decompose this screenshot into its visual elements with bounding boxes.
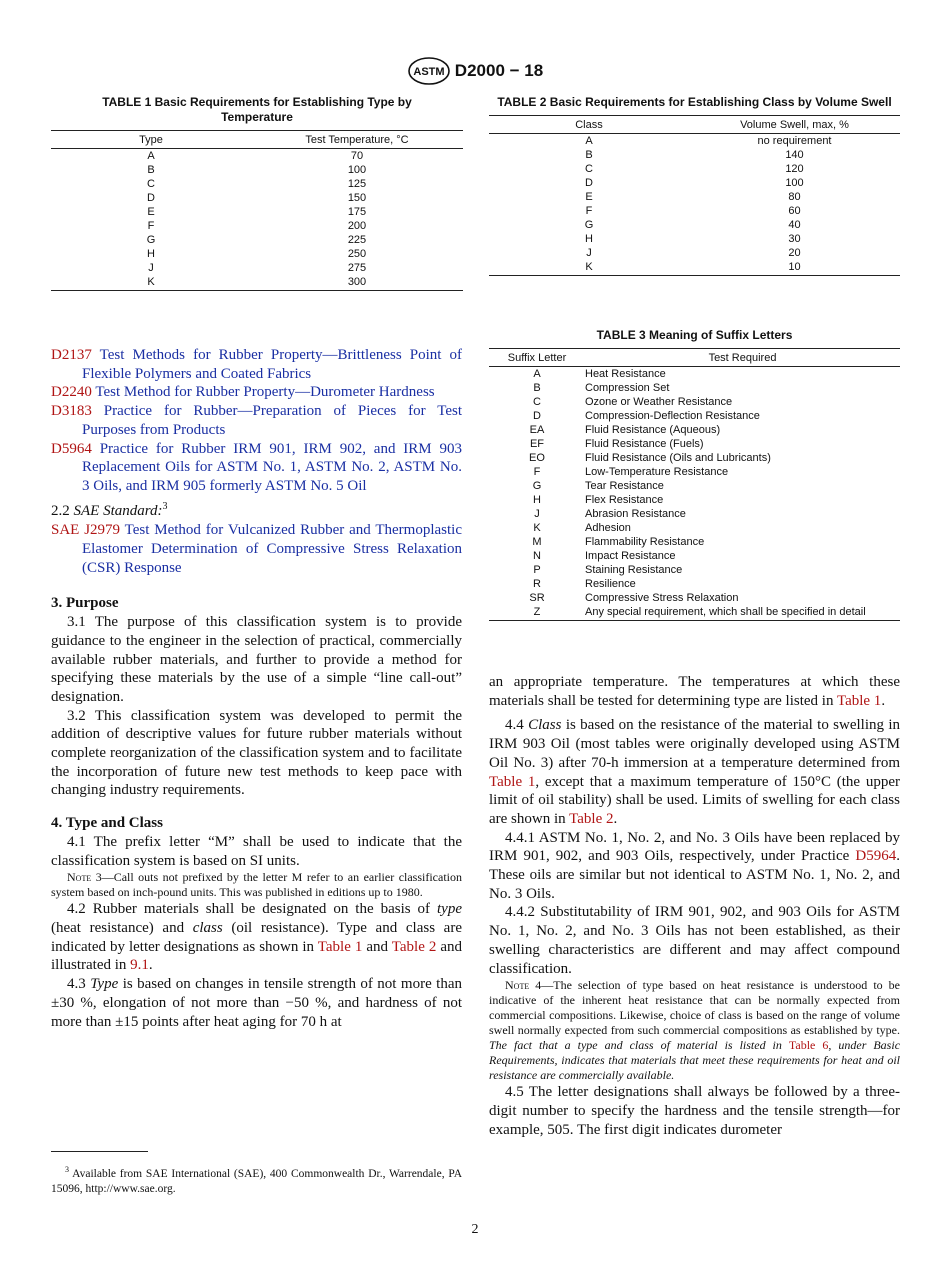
- footnote-3: $^3$ Available from SAE International (SAE), 400 Commonwealth Dr., Warrendale, PA 15096, http://www.sae.org.: [51, 1165, 462, 1195]
- table-row: [489, 507, 900, 521]
- paragraph-4-4-1: 4.4.1 ASTM No. 1, No. 2, and No. 3 Oils have been replaced by IRM 901, 902, and 903 Oils, respectively, under Practice D5964. These oils are similar but not identical to ASTM No. 1, No. 2, and No. 3 Oils.: [489, 829, 900, 902]
- table-cell: J: [586, 247, 592, 259]
- page-header: [0, 56, 950, 86]
- table-row: [489, 563, 900, 577]
- table-cell: 275: [347, 262, 367, 274]
- link-table-1[interactable]: Table 1: [836, 692, 882, 709]
- table-cell: A: [147, 150, 155, 162]
- table-row: [51, 177, 463, 191]
- table-cell: Tear Resistance: [585, 480, 664, 492]
- table-row: [489, 535, 900, 549]
- ref-title-d2240[interactable]: Test Method for Rubber Property—Durometer Hardness: [95, 384, 435, 401]
- table-row: [51, 149, 463, 164]
- astm-logo-icon: [407, 56, 451, 86]
- table-row: [489, 190, 900, 204]
- link-table-2[interactable]: Table 2: [569, 810, 614, 827]
- table-row: [489, 479, 900, 493]
- table-cell: Any special requirement, which shall be specified in detail: [585, 605, 900, 621]
- table-cell: H: [533, 494, 541, 506]
- table-cell: M: [532, 536, 542, 548]
- table-cell: K: [533, 522, 541, 534]
- designation: D2000 − 18: [454, 61, 544, 80]
- table-cell: Flammability Resistance: [585, 536, 705, 548]
- link-section-9-1[interactable]: 9.1: [130, 957, 149, 974]
- table-cell: D: [147, 192, 155, 204]
- table-row: [51, 261, 463, 275]
- table-cell: 100: [347, 164, 367, 176]
- table-header: Volume Swell, max, %: [689, 116, 900, 134]
- table-cell: D: [585, 177, 593, 189]
- table-cell: no requirement: [757, 135, 832, 147]
- left-column: [51, 346, 462, 1031]
- ref-title-d3183[interactable]: Practice for Rubber—Preparation of Pieces for Test Purposes from Products: [82, 403, 463, 438]
- table-cell: EF: [529, 438, 545, 450]
- table-cell: E: [585, 191, 593, 203]
- table-cell: K: [489, 260, 689, 276]
- table-row: [489, 395, 900, 409]
- section-3-heading: 3. Purpose: [51, 595, 119, 612]
- table-cell: Compressive Stress Relaxation: [585, 592, 739, 604]
- table-row: [51, 163, 463, 177]
- table-row: [489, 232, 900, 246]
- table-row: [489, 134, 900, 149]
- ref-link-sae-j2979[interactable]: SAE J2979: [51, 522, 121, 539]
- table-3-grid: [489, 348, 900, 621]
- table-row: [489, 451, 900, 465]
- table-cell: Impact Resistance: [585, 550, 676, 562]
- table-row: [489, 521, 900, 535]
- table-row: [51, 247, 463, 261]
- table-row: [51, 275, 463, 291]
- link-table-6[interactable]: Table 6: [788, 1038, 829, 1053]
- table-cell: G: [146, 234, 156, 246]
- paragraph-4-1: 4.1 The prefix letter “M” shall be used to indicate that the classification system is based on SI units.: [51, 833, 462, 869]
- reference-sae-j2979: [51, 521, 462, 577]
- table-cell: H: [147, 248, 155, 260]
- table-row: [489, 204, 900, 218]
- table-cell: 40: [788, 219, 801, 231]
- table-row: [489, 148, 900, 162]
- table-cell: G: [584, 219, 594, 231]
- table-cell: H: [585, 233, 593, 245]
- table-cell: 300: [251, 275, 463, 291]
- sae-standard-heading: 2.2 SAE Standard:$^3$: [51, 500, 168, 519]
- table-row: [489, 367, 900, 382]
- table-row: [489, 381, 900, 395]
- table-1-title: TABLE 1 Basic Requirements for Establishing Type by Temperature: [102, 95, 412, 124]
- link-table-1[interactable]: Table 1: [317, 938, 363, 955]
- table-cell: Compression-Deflection Resistance: [585, 410, 760, 422]
- table-cell: E: [147, 206, 155, 218]
- table-cell: R: [533, 578, 541, 590]
- note-3: Note 3—Call outs not prefixed by the letter M refer to an earlier classification system based on inch-pound units. This was published in editions up to 1980.: [51, 870, 463, 900]
- table-cell: A: [533, 368, 541, 380]
- table-row: [489, 605, 900, 621]
- table-cell: Fluid Resistance (Oils and Lubricants): [585, 452, 771, 464]
- table-cell: N: [533, 550, 541, 562]
- table-cell: J: [148, 262, 154, 274]
- table-row: [489, 577, 900, 591]
- table-row: [489, 591, 900, 605]
- table-cell: 10: [689, 260, 900, 276]
- table-1: [51, 95, 463, 291]
- table-cell: C: [147, 178, 155, 190]
- table-2-title: TABLE 2 Basic Requirements for Establishing Class by Volume Swell: [497, 95, 892, 109]
- table-cell: 175: [347, 206, 367, 218]
- table-cell: 80: [788, 191, 801, 203]
- reference-d2240: [51, 383, 462, 402]
- table-row: [51, 205, 463, 219]
- paragraph-3-1: 3.1 The purpose of this classification system is to provide guidance to the engineer in the selection of practical, commercially available rubber materials, and further to provide a method for specifying these materials by the use of a simple “line call-out” designation.: [51, 614, 462, 705]
- table-cell: Resilience: [585, 578, 636, 590]
- table-3: [489, 328, 900, 621]
- table-row: [489, 260, 900, 276]
- table-cell: EO: [529, 452, 545, 464]
- table-row: [489, 549, 900, 563]
- table-cell: 30: [788, 233, 801, 245]
- ref-link-d3183[interactable]: D3183: [51, 403, 92, 420]
- table-cell: 60: [788, 205, 801, 217]
- table-cell: J: [534, 508, 540, 520]
- paragraph-4-3-continued: an appropriate temperature. The temperatures at which these materials shall be tested for determining type are listed in Table 1.: [489, 674, 900, 709]
- table-cell: 120: [785, 163, 804, 175]
- ref-title-d2137[interactable]: Test Methods for Rubber Property—Brittleness Point of Flexible Polymers and Coated Fabrics: [82, 347, 463, 382]
- ref-link-d2137[interactable]: D2137: [51, 347, 92, 363]
- paragraph-3-2: 3.2 This classification system was developed to permit the addition of descriptive values for future rubber materials without complete reorganization of the classification system and to facilitate the incorporation of future new test methods to keep pace with changing industry requirements.: [51, 707, 462, 799]
- table-cell: F: [147, 220, 155, 232]
- ref-title-d5964[interactable]: Practice for Rubber IRM 901, IRM 902, and IRM 903 Replacement Oils for ASTM No. 1, ASTM No. 2, ASTM No. 3 Oils, and IRM 905 formerly ASTM No. 5 Oil: [82, 440, 463, 494]
- table-cell: SR: [529, 592, 545, 604]
- table-cell: F: [533, 466, 541, 478]
- table-row: [489, 218, 900, 232]
- table-cell: Heat Resistance: [585, 368, 666, 380]
- table-cell: 250: [347, 248, 367, 260]
- table-2-grid: [489, 115, 900, 276]
- table-header: Class: [489, 116, 689, 134]
- table-row: [489, 246, 900, 260]
- table-row: [489, 493, 900, 507]
- table-cell: P: [533, 564, 541, 576]
- table-cell: 225: [347, 234, 367, 246]
- table-cell: K: [51, 275, 251, 291]
- table-row: [489, 423, 900, 437]
- link-table-2[interactable]: Table 2: [391, 938, 437, 955]
- table-cell: 70: [350, 150, 364, 162]
- right-column: [489, 673, 900, 1139]
- table-cell: G: [532, 480, 542, 492]
- table-cell: Z: [489, 605, 585, 621]
- table-cell: Ozone or Weather Resistance: [585, 396, 733, 408]
- ref-link-d5964[interactable]: D5964: [51, 440, 92, 457]
- table-cell: B: [147, 164, 155, 176]
- link-table-1[interactable]: Table 1: [489, 773, 536, 790]
- table-row: [489, 437, 900, 451]
- table-row: [51, 219, 463, 233]
- table-cell: C: [533, 396, 541, 408]
- table-row: [51, 233, 463, 247]
- table-cell: D: [533, 410, 541, 422]
- table-cell: F: [585, 205, 593, 217]
- table-cell: Adhesion: [585, 522, 631, 534]
- table-cell: A: [585, 135, 593, 147]
- paragraph-4-2: 4.2 Rubber materials shall be designated on the basis of type (heat resistance) and class (oil resistance). Type and class are indicated by letter designations as shown in Table 1 and Table 2 and illustrated in 9.1.: [51, 901, 462, 974]
- table-header: Suffix Letter: [489, 349, 585, 367]
- table-cell: 150: [347, 192, 367, 204]
- paragraph-4-4-2: 4.4.2 Substitutability of IRM 901, 902, and 903 Oils for ASTM No. 1, No. 2, and No. 3 Oils has not been established, as their swelling characteristics are different and may affect compound classification.: [489, 904, 900, 977]
- table-row: [489, 409, 900, 423]
- page-number: 2: [471, 1222, 479, 1237]
- reference-d2137: [51, 346, 462, 383]
- table-cell: B: [585, 149, 593, 161]
- table-cell: Fluid Resistance (Fuels): [585, 438, 704, 450]
- footnote-rule: [51, 1151, 148, 1152]
- ref-link-d2240[interactable]: D2240: [51, 384, 92, 401]
- paragraph-4-4: 4.4 Class is based on the resistance of the material to swelling in IRM 903 Oil (most tables were originally developed using ASTM Oil No. 3) after 70-h immersion at a temperature determined from Table 1, except that a maximum temperature of 150°C (the upper limit of oil stability) shall be used. Limits of swelling for each class are shown in Table 2.: [489, 717, 901, 827]
- table-row: [51, 191, 463, 205]
- table-cell: Low-Temperature Resistance: [585, 466, 729, 478]
- section-4-heading: 4. Type and Class: [51, 815, 163, 832]
- table-cell: B: [533, 382, 541, 394]
- table-cell: Compression Set: [585, 382, 670, 394]
- table-cell: C: [585, 163, 593, 175]
- table-row: [489, 465, 900, 479]
- link-d5964[interactable]: D5964: [855, 848, 897, 865]
- table-cell: 140: [785, 149, 804, 161]
- svg-text:ASTM: ASTM: [413, 66, 445, 78]
- table-2: [489, 95, 900, 276]
- paragraph-4-3: 4.3 Type is based on changes in tensile strength of not more than ±30 %, elongation of not more than −50 %, and hardness of not more than ±15 points after heat aging for 70 h at: [51, 976, 463, 1030]
- table-1-grid: [51, 130, 463, 291]
- paragraph-4-5: 4.5 The letter designations shall always be followed by a three-digit number to specify the hardness and the tensile strength—for example, 505. The first digit indicates durometer: [489, 1084, 900, 1138]
- ref-title-sae-j2979[interactable]: Test Method for Vulcanized Rubber and Thermoplastic Elastomer Determination of Compressive Stress Relaxation (CSR) Response: [82, 522, 462, 576]
- table-cell: EA: [529, 424, 545, 436]
- table-header: Test Required: [585, 349, 900, 367]
- reference-d5964: [51, 440, 462, 496]
- table-header: Type: [51, 131, 251, 149]
- table-row: [489, 162, 900, 176]
- table-cell: Flex Resistance: [585, 494, 664, 506]
- note-4: Note 4—The selection of type based on heat resistance is understood to be indicative of the inherent heat resistance that can be normally expected from commercial compositions. Likewise, choice of class is based on the range of volume swell normally expected from such commercial compositions as established by type. The fact that a type and class of material is listed in Table 6, under Basic Requirements, indicates that materials that meet these requirements for heat and oil resistance are commercially available.: [489, 978, 901, 1083]
- table-cell: Abrasion Resistance: [585, 508, 686, 520]
- table-cell: 100: [785, 177, 804, 189]
- table-row: [489, 176, 900, 190]
- footnote-mark: 3: [162, 500, 168, 512]
- table-cell: 125: [347, 178, 367, 190]
- reference-d3183: [51, 402, 462, 439]
- table-cell: Staining Resistance: [585, 564, 683, 576]
- table-3-title: TABLE 3 Meaning of Suffix Letters: [596, 328, 793, 342]
- table-header: Test Temperature, °C: [251, 131, 463, 149]
- table-cell: Fluid Resistance (Aqueous): [585, 424, 721, 436]
- table-cell: 20: [788, 247, 801, 259]
- table-cell: 200: [347, 220, 367, 232]
